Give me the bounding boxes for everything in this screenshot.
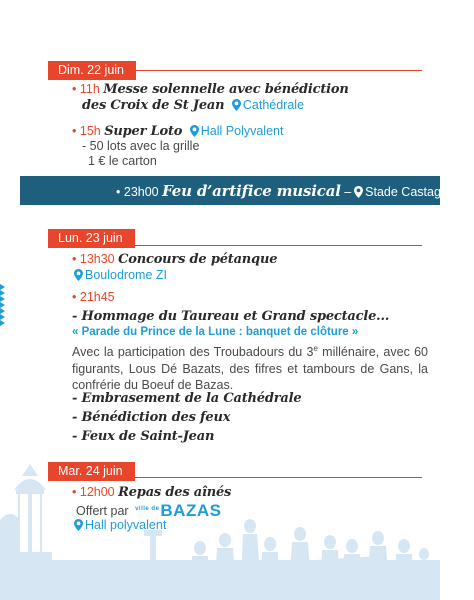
day3-location-line [72,518,166,532]
event-title: Feu d’artifice musical [162,182,341,200]
bullet: • [72,290,77,304]
event-time: 15h [79,124,101,138]
location-pin-icon [190,125,199,137]
separator: – [344,185,352,199]
day1-event2-detail1: - 50 lots avec la grille [82,139,200,153]
day3-event1-line1 [72,485,231,500]
description-text: millénaire, avec 60 figurants, Lous Dé Bazats, des fifres et tambours de Gans, la confrérie du Boeuf de Bazas. [72,345,428,393]
ticket-edge-decoration [0,284,8,328]
description-text: Avec la participation des Troubadours du 3 [72,345,314,360]
bullet: • [72,124,77,138]
bullet: • [72,485,77,499]
event-title: des Croix de St Jean [82,98,225,113]
location-pin-icon [74,269,83,281]
event-time: 21h45 [79,290,115,304]
day2-date-tag: Lun. 23 juin [48,229,135,248]
location-pin-icon [354,186,363,198]
day2-event2-description [72,341,428,394]
event-title: Messe solennelle avec bénédiction [103,82,349,97]
day1-date-tag: Dim. 22 juin [48,61,136,80]
event-title: Repas des aînés [118,485,232,500]
day2-event1-line2 [72,268,167,282]
offered-by-label: Offert par [76,504,129,518]
day2-item-feux: - Feux de Saint-Jean [72,429,215,444]
logo-text: BAZAS [160,501,222,520]
day3-date-tag: Mar. 24 juin [48,462,135,481]
event-title: Concours de pétanque [118,252,278,267]
event-title: Super Loto [104,124,183,139]
bullet: • [72,252,77,266]
day2-event2-time [72,290,115,304]
day2-event2-quote: « Parade du Prince de la Lune : banquet de clôture » [72,326,359,338]
event-location: Stade Castagnolles [365,185,474,199]
event-location: Hall Polyvalent [200,124,284,138]
event-location: Cathédrale [242,98,305,112]
superscript: e [313,344,318,353]
bullet: • [72,82,77,96]
location-pin-icon [74,519,83,531]
event-location: Boulodrome ZI [85,268,167,282]
day1-event2-detail2: 1 € le carton [88,154,157,168]
day2-event2-title: - Hommage du Taureau et Grand spectacle... [72,309,390,324]
festival-silhouette-illustration [0,460,440,600]
event-time: 12h00 [79,485,115,499]
day2-item-embrasement: - Embrasement de la Cathédrale [72,391,302,406]
bullet: • [116,185,121,199]
fireworks-banner [20,176,474,205]
location-pin-icon [232,99,241,111]
logo-prefix: ville de [135,506,160,512]
event-location: Hall polyvalent [85,518,167,532]
day2-item-benediction: - Bénédiction des feux [72,410,231,425]
event-time: 11h [79,82,100,96]
day1-event2-line1 [72,124,283,139]
day2-event1-line1 [72,252,277,267]
banner-content [116,182,474,200]
event-time: 13h30 [79,252,115,266]
event-time: 23h00 [123,185,159,199]
day1-event1-line1 [72,82,349,97]
day1-event1-line2 [82,98,304,113]
